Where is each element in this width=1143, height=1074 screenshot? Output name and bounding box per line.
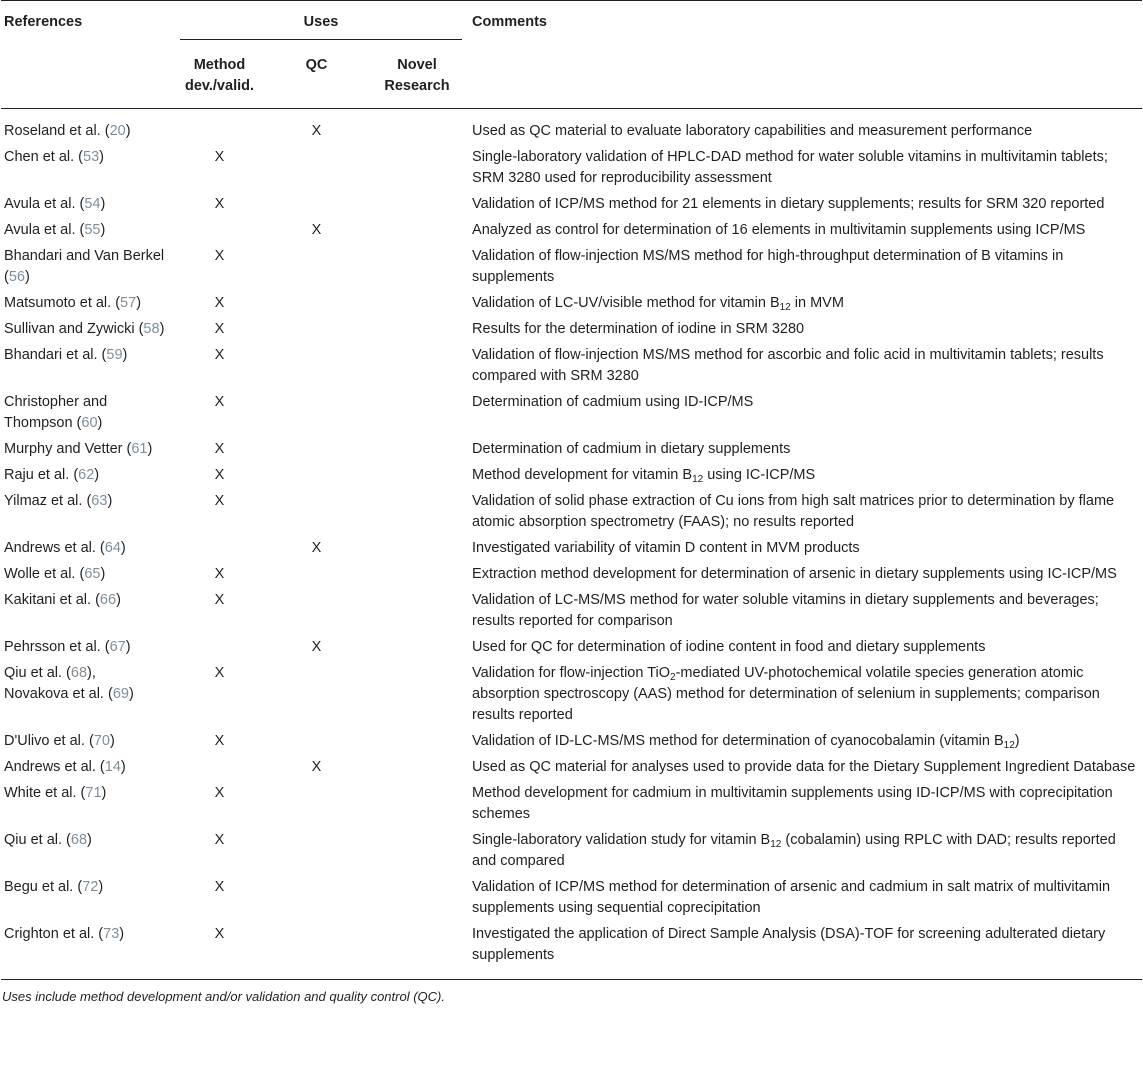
mark-method: X	[214, 295, 225, 311]
reference-authors: Andrews et al.	[4, 540, 96, 556]
comment-text: Validation of ID-LC-MS/MS method for determination of cyanocobalamin (vitamin B	[472, 733, 1004, 749]
mark-method: X	[214, 926, 225, 942]
reference-cell: D'Ulivo et al. (70)	[4, 733, 115, 749]
table-row	[1, 244, 1142, 291]
header-uses: Uses	[173, 1, 467, 47]
mark-novel	[367, 437, 467, 463]
comment-text: Single-laboratory validation of HPLC-DAD method for water soluble vitamins in multivitamin tablets; SRM 3280 used for reproducibility assessment	[472, 149, 1108, 186]
reference-cell: Avula et al. (54)	[4, 196, 106, 212]
comment-text: Validation of ICP/MS method for determination of arsenic and cadmium in salt matrix of multivitamin supplements using sequential coprecipitation	[472, 879, 1111, 916]
citation-link[interactable]: 65	[84, 566, 101, 582]
comment-text: (cobalamin) using RPLC with DAD; results reported and compared	[472, 832, 1116, 869]
mark-qc	[266, 192, 367, 218]
mark-method: X	[214, 493, 225, 509]
citation-link[interactable]: 58	[143, 321, 160, 337]
comment-text: Single-laboratory validation study for vitamin B	[472, 832, 771, 848]
mark-method: X	[214, 441, 225, 457]
reference-authors: Qiu et al.	[4, 832, 63, 848]
table-body	[1, 109, 1142, 980]
reference-cell: Raju et al. (62)	[4, 467, 100, 483]
table-row	[1, 828, 1142, 875]
reference-authors: Wolle et al.	[4, 566, 76, 582]
reference-cell: Yilmaz et al. (63)	[4, 493, 113, 509]
reference-authors: Christopher and Thompson	[4, 394, 108, 431]
comment-cell	[467, 922, 1142, 980]
comment-text: Validation for flow-injection TiO	[472, 665, 671, 681]
comment-text: Used as QC material for analyses used to provide data for the Dietary Supplement Ingredient Database	[472, 759, 1136, 775]
table-row	[1, 463, 1142, 489]
reference-authors: Andrews et al.	[4, 759, 96, 775]
citation-link[interactable]: 66	[99, 592, 117, 608]
mark-qc	[266, 588, 367, 635]
mark-qc	[266, 661, 367, 729]
comment-cell	[467, 755, 1142, 781]
mark-novel	[367, 192, 467, 218]
comment-cell	[467, 218, 1142, 244]
comment-cell	[467, 828, 1142, 875]
mark-method: X	[214, 248, 225, 264]
mark-method	[173, 635, 266, 661]
reference-authors: Begu et al.	[4, 879, 74, 895]
comment-cell	[467, 729, 1142, 755]
mark-qc	[266, 317, 367, 343]
citation-link[interactable]: 62	[78, 467, 95, 483]
mark-qc: X	[311, 540, 322, 556]
comment-text: Analyzed as control for determination of 16 elements in multivitamin supplements using ICP/MS	[472, 222, 1086, 238]
mark-qc	[266, 390, 367, 437]
comment-text: Validation of flow-injection MS/MS method for high-throughput determination of B vitamins in supplements	[472, 248, 1064, 285]
table-row	[1, 755, 1142, 781]
mark-novel	[367, 489, 467, 536]
mark-novel	[367, 109, 467, 145]
mark-qc	[266, 291, 367, 317]
citation-link[interactable]: 70	[93, 733, 110, 749]
citation-link[interactable]: 56	[8, 269, 25, 285]
header-method: Method dev./valid.	[184, 57, 255, 94]
table-row	[1, 218, 1142, 244]
comment-cell	[467, 343, 1142, 390]
mark-novel	[367, 390, 467, 437]
table-row	[1, 875, 1142, 922]
mark-method: X	[214, 592, 225, 608]
comment-cell	[467, 781, 1142, 828]
table-row	[1, 922, 1142, 980]
reference-cell: Bhandari et al. (59)	[4, 347, 128, 363]
comment-text: Results for the determination of iodine in SRM 3280	[472, 321, 805, 337]
reference-authors: Avula et al.	[4, 196, 76, 212]
mark-method: X	[214, 149, 225, 165]
mark-qc	[266, 828, 367, 875]
header-novel-research: Novel Research	[384, 57, 450, 94]
mark-novel	[367, 145, 467, 192]
mark-novel	[367, 317, 467, 343]
subscript: 2	[670, 672, 676, 683]
reference-authors: Roseland et al.	[4, 123, 101, 139]
mark-qc	[266, 145, 367, 192]
citation-link[interactable]: 68	[70, 665, 88, 681]
comment-cell	[467, 562, 1142, 588]
mark-qc: X	[311, 222, 322, 238]
mark-novel	[367, 661, 467, 729]
mark-qc: X	[311, 759, 322, 775]
mark-novel	[367, 729, 467, 755]
mark-novel	[367, 781, 467, 828]
citation-link[interactable]: 60	[81, 415, 98, 431]
reference-authors: Novakova et al.	[4, 686, 104, 702]
comment-cell	[467, 489, 1142, 536]
header-comments: Comments	[472, 14, 547, 30]
mark-novel	[367, 828, 467, 875]
mark-method: X	[214, 347, 225, 363]
table-row	[1, 437, 1142, 463]
reference-authors: Avula et al.	[4, 222, 76, 238]
mark-method	[173, 109, 266, 145]
comment-cell	[467, 390, 1142, 437]
reference-authors: Murphy and Vetter	[4, 441, 123, 457]
table-row	[1, 291, 1142, 317]
reference-authors: Crighton et al.	[4, 926, 95, 942]
reference-cell: Chen et al. (53)	[4, 149, 104, 165]
reference-cell: Christopher and Thompson (60)	[4, 394, 108, 431]
reference-cell: Avula et al. (55)	[4, 222, 106, 238]
citation-link[interactable]: 53	[83, 149, 100, 165]
reference-cell: Pehrsson et al. (67)	[4, 639, 131, 655]
mark-novel	[367, 922, 467, 980]
table-row	[1, 109, 1142, 145]
reference-cell: White et al. (71)	[4, 785, 107, 801]
comment-cell	[467, 588, 1142, 635]
reference-authors: Matsumoto et al.	[4, 295, 112, 311]
comment-text: Validation of ICP/MS method for 21 elements in dietary supplements; results for SRM 320 reported	[472, 196, 1105, 212]
subscript: 12	[770, 839, 782, 850]
mark-method: X	[214, 879, 225, 895]
comment-text: in MVM	[790, 295, 844, 311]
comment-cell	[467, 661, 1142, 729]
comment-text: Validation of flow-injection MS/MS method for ascorbic and folic acid in multivitamin tablets; results compared with SRM 3280	[472, 347, 1104, 384]
citation-link[interactable]: 67	[109, 639, 126, 655]
reference-cell: Bhandari and Van Berkel (56)	[4, 248, 165, 285]
mark-qc	[266, 343, 367, 390]
citation-link[interactable]: 71	[85, 785, 102, 801]
reference-cell: Qiu et al. (68)	[4, 832, 92, 848]
subscript: 12	[692, 474, 704, 485]
reference-cell: Sullivan and Zywicki (58)	[4, 321, 165, 337]
table-row	[1, 588, 1142, 635]
comment-cell	[467, 317, 1142, 343]
citation-link[interactable]: 68	[70, 832, 88, 848]
subscript: 12	[779, 302, 791, 313]
reference-cell: Wolle et al. (65)	[4, 566, 106, 582]
mark-method: X	[214, 733, 225, 749]
reference-authors: Qiu et al.	[4, 665, 63, 681]
mark-qc	[266, 244, 367, 291]
reference-cell: Andrews et al. (64)	[4, 540, 126, 556]
reference-authors: Sullivan and Zywicki	[4, 321, 135, 337]
mark-novel	[367, 635, 467, 661]
table-row	[1, 781, 1142, 828]
table-row	[1, 390, 1142, 437]
citation-link[interactable]: 54	[84, 196, 101, 212]
comment-text: Validation of solid phase extraction of Cu ions from high salt matrices prior to determination by flame atomic absorption spectrometry (FAAS); no results reported	[472, 493, 1115, 530]
mark-novel	[367, 218, 467, 244]
mark-novel	[367, 755, 467, 781]
comment-text: Used for QC for determination of iodine content in food and dietary supplements	[472, 639, 986, 655]
comment-cell	[467, 109, 1142, 145]
table-row	[1, 317, 1142, 343]
mark-qc	[266, 729, 367, 755]
mark-method: X	[214, 785, 225, 801]
reference-authors: Raju et al.	[4, 467, 70, 483]
reference-cell: Crighton et al. (73)	[4, 926, 125, 942]
citation-link[interactable]: 69	[112, 686, 129, 702]
reference-authors: Chen et al.	[4, 149, 75, 165]
header-qc: QC	[305, 57, 328, 73]
reference-cell: Andrews et al. (14)	[4, 759, 126, 775]
citation-link[interactable]: 61	[131, 441, 148, 457]
reference-authors: Yilmaz et al.	[4, 493, 83, 509]
mark-method: X	[214, 467, 225, 483]
table-row	[1, 536, 1142, 562]
comment-cell	[467, 635, 1142, 661]
comment-text: Extraction method development for determination of arsenic in dietary supplements using IC-ICP/MS	[472, 566, 1117, 582]
mark-qc	[266, 437, 367, 463]
comment-text: )	[1014, 733, 1020, 749]
comment-text: Validation of LC-UV/visible method for vitamin B	[472, 295, 780, 311]
header-references: References	[4, 14, 83, 30]
mark-method: X	[214, 394, 225, 410]
mark-qc	[266, 463, 367, 489]
citation-link[interactable]: 72	[82, 879, 99, 895]
comment-cell	[467, 437, 1142, 463]
comment-cell	[467, 192, 1142, 218]
table-row	[1, 562, 1142, 588]
reference-authors: White et al.	[4, 785, 77, 801]
comment-cell	[467, 244, 1142, 291]
table-row	[1, 635, 1142, 661]
comment-text: Validation of LC-MS/MS method for water soluble vitamins in dietary supplements and beverages; results reported for comparison	[472, 592, 1099, 629]
reference-cell: Begu et al. (72)	[4, 879, 104, 895]
comment-cell	[467, 291, 1142, 317]
mark-method: X	[214, 665, 225, 681]
citation-link[interactable]: 57	[120, 295, 137, 311]
mark-novel	[367, 291, 467, 317]
citation-link[interactable]: 59	[106, 347, 123, 363]
comment-text: Used as QC material to evaluate laboratory capabilities and measurement performance	[472, 123, 1033, 139]
mark-novel	[367, 343, 467, 390]
reference-cell: Matsumoto et al. (57)	[4, 295, 142, 311]
reference-authors: Bhandari and Van Berkel	[4, 248, 165, 264]
mark-qc	[266, 922, 367, 980]
comment-text: Method development for cadmium in multivitamin supplements using ID-ICP/MS with coprecipitation schemes	[472, 785, 1113, 822]
mark-novel	[367, 463, 467, 489]
citation-link[interactable]: 63	[91, 493, 108, 509]
table-row	[1, 343, 1142, 390]
comment-text: using IC-ICP/MS	[703, 467, 816, 483]
mark-novel	[367, 244, 467, 291]
comment-text: Investigated the application of Direct Sample Analysis (DSA)-TOF for screening adulterated dietary supplements	[472, 926, 1106, 963]
mark-qc: X	[311, 123, 322, 139]
mark-method	[173, 218, 266, 244]
reference-authors: Pehrsson et al.	[4, 639, 101, 655]
citation-link[interactable]: 73	[103, 926, 120, 942]
table-row	[1, 729, 1142, 755]
comment-cell	[467, 875, 1142, 922]
comment-text: Method development for vitamin B	[472, 467, 693, 483]
table-footnote: Uses include method development and/or validation and quality control (QC).	[2, 989, 445, 1004]
comment-text: Investigated variability of vitamin D content in MVM products	[472, 540, 860, 556]
mark-novel	[367, 588, 467, 635]
mark-method: X	[214, 196, 225, 212]
comment-cell	[467, 536, 1142, 562]
reference-cell: Qiu et al. (68), Novakova et al. (69)	[4, 665, 134, 702]
subscript: 12	[1003, 740, 1015, 751]
reference-cell: Murphy and Vetter (61)	[4, 441, 153, 457]
reference-authors: Kakitani et al.	[4, 592, 92, 608]
comment-cell	[467, 145, 1142, 192]
mark-novel	[367, 536, 467, 562]
citation-link[interactable]: 20	[109, 123, 126, 139]
citation-link[interactable]: 64	[104, 540, 121, 556]
reference-authors: Bhandari et al.	[4, 347, 98, 363]
mark-qc	[266, 489, 367, 536]
citation-link[interactable]: 14	[104, 759, 121, 775]
mark-novel	[367, 562, 467, 588]
mark-method: X	[214, 832, 225, 848]
table-row	[1, 661, 1142, 729]
mark-qc: X	[311, 639, 322, 655]
comment-cell	[467, 463, 1142, 489]
mark-method	[173, 755, 266, 781]
mark-qc	[266, 781, 367, 828]
comment-text: -mediated UV-photochemical volatile species generation atomic absorption spectroscopy (AAS) method for determination of selenium in supplements; comparison results reported	[472, 665, 1100, 723]
table-row	[1, 145, 1142, 192]
table-row	[1, 192, 1142, 218]
mark-qc	[266, 875, 367, 922]
mark-qc	[266, 562, 367, 588]
mark-method	[173, 536, 266, 562]
mark-novel	[367, 875, 467, 922]
reference-authors: D'Ulivo et al.	[4, 733, 85, 749]
citation-link[interactable]: 55	[84, 222, 101, 238]
comment-text: Determination of cadmium in dietary supplements	[472, 441, 791, 457]
mark-method: X	[214, 566, 225, 582]
reference-cell: Roseland et al. (20)	[4, 123, 131, 139]
references-table	[1, 0, 1142, 980]
mark-method: X	[214, 321, 225, 337]
table-row	[1, 489, 1142, 536]
comment-text: Determination of cadmium using ID-ICP/MS	[472, 394, 754, 410]
reference-cell: Kakitani et al. (66)	[4, 592, 121, 608]
